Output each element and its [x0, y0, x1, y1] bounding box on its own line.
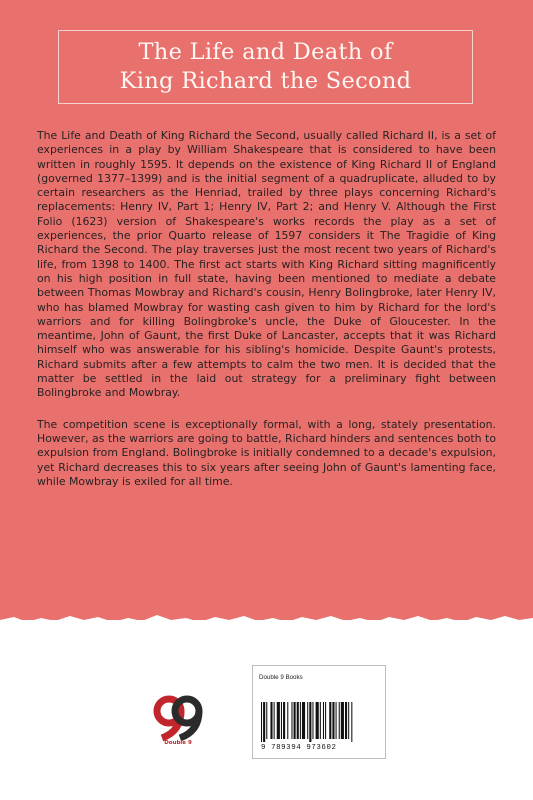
- barcode-bar: [325, 702, 326, 739]
- barcode-bar: [270, 702, 272, 739]
- barcode-bar: [302, 702, 305, 739]
- barcode-bar: [336, 702, 337, 739]
- barcode-bar: [274, 702, 275, 739]
- barcode-bar: [329, 702, 331, 739]
- barcode-bar: [320, 702, 321, 739]
- isbn-number: 9 789394 973602: [261, 744, 337, 752]
- barcode-bar: [300, 702, 301, 739]
- barcode-bar: [316, 702, 319, 739]
- barcode-panel: [252, 665, 386, 759]
- title-frame: [58, 30, 473, 104]
- barcode-bar: [291, 702, 292, 739]
- barcode-bar: [287, 702, 288, 739]
- blurb-paragraph-1: The Life and Death of King Richard the Second, usually called Richard II, is a set of experiences in a play by William Shakespeare that is considered to have been written in roughly 1595. It depends on the existence of King Richard II of England (governed 1377–1399) and is the initial segment of a quadruplicate, alluded to by certain researchers as the Henriad, trailed by three plays concerning Richard's replacements: Henry IV, Part 1; Henry IV, Part 2; and Henry V. Although the First Folio (1623) version of Shakespeare's works records the play as a set of experiences, the prior Quarto release of 1597 considers it The Tragidie of King Richard the Second. The play traverses just the most recent two years of Richard's life, from 1398 to 1400. The first act starts with King Richard sitting magnificently on his high position in full state, having been mentioned to mediate a debate between Thomas Mowbray and Richard's cousin, Henry Bolingbroke, later Henry IV, who has blamed Mowbray for wasting cash given to him by Richard for the lord's warriors and for killing Bolingbroke's uncle, the Duke of Gloucester. In the meantime, John of Gaunt, the first Duke of Lancaster, accepts that it was Richard himself who was answerable for his sibling's homicide. Despite Gaunt's protests, Richard submits after a few attempts to calm the two men. It is decided that the matter be settled in the laid out strategy for a preliminary fight between Bolingbroke and Mowbray.: [37, 129, 496, 400]
- blurb-text: [37, 129, 496, 506]
- barcode: [261, 702, 379, 742]
- barcode-bar: [266, 702, 267, 739]
- barcode-bar: [263, 702, 265, 742]
- barcode-bar: [332, 702, 334, 739]
- barcode-bar: [283, 702, 285, 739]
- barcode-bar: [345, 702, 347, 739]
- barcode-bar: [281, 702, 282, 739]
- svg-text:Double 9: Double 9: [164, 740, 192, 746]
- barcode-bar: [351, 702, 352, 742]
- barcode-bar: [341, 702, 344, 739]
- barcode-bar: [348, 702, 349, 739]
- barcode-bar: [277, 702, 280, 739]
- book-title-line-2: King Richard the Second: [119, 68, 412, 94]
- publisher-name: Double 9 Books: [259, 674, 303, 681]
- blurb-paragraph-2: The competition scene is exceptionally formal, with a long, stately presentation. However, as the warriors are going to battle, Richard hinders and sentences both to expulsion from England. Bolingbroke is initially condemned to a decade's expulsion, yet Richard decreases this to six years after seeing John of Gaunt's lamenting face, while Mowbray is exiled for all time.: [37, 417, 496, 488]
- barcode-bar: [294, 702, 296, 739]
- barcode-bar: [261, 702, 262, 742]
- barcode-bar: [312, 702, 313, 739]
- book-title-line-1: The Life and Death of: [138, 39, 393, 65]
- torn-paper-edge: [0, 608, 533, 632]
- barcode-bar: [339, 702, 340, 739]
- barcode-bar: [309, 702, 311, 742]
- barcode-bar: [323, 702, 324, 739]
- barcode-bar: [297, 702, 299, 739]
- barcode-bar: [307, 702, 308, 739]
- double-9-books-logo: [150, 694, 206, 746]
